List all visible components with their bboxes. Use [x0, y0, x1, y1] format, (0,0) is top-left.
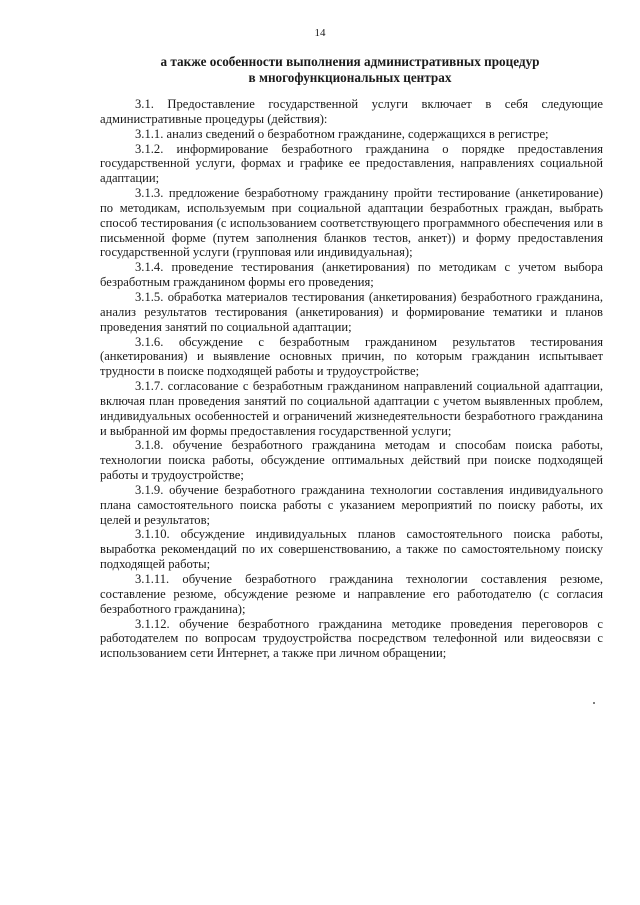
- section-heading-line-1: а также особенности выполнения административных процедур: [160, 54, 540, 69]
- paragraph-3-1-6: 3.1.6. обсуждение с безработным гражданином результатов тестирования (анкетирования) и выявление основных причин, по которым гражданин испытывает трудности в поиске подходящей работы и трудоустройстве;: [100, 334, 603, 379]
- document-body: [100, 97, 603, 661]
- paragraph-3-1-12: 3.1.12. обучение безработного гражданина методике проведения переговоров с работодателем по вопросам трудоустройства посредством телефонной или видеосвязи с использованием сети Интернет, а также при личном обращении;: [100, 616, 603, 661]
- paragraph-3-1-9: 3.1.9. обучение безработного гражданина технологии составления индивидуального плана самостоятельного поиска работы с указанием мероприятий по поиску работы, их целей и результатов;: [100, 482, 603, 527]
- paragraph-3-1-11: 3.1.11. обучение безработного гражданина технологии составления резюме, составление резюме, обсуждение резюме и направление его работодателю (с согласия безработного гражданина);: [100, 572, 603, 616]
- page-number: 14: [314, 27, 326, 39]
- scan-dot-mark: [593, 702, 595, 704]
- paragraph-3-1-2: 3.1.2. информирование безработного гражданина о порядке предоставления государственной услуги, формах и графике ее предоставления, направлениях социальной адаптации;: [100, 141, 603, 186]
- paragraph-3-1-1: 3.1.1. анализ сведений о безработном гражданине, содержащихся в регистре;: [135, 126, 549, 141]
- paragraph-3-1-4: 3.1.4. проведение тестирования (анкетирования) по методикам с учетом выбора безработным гражданином формы его проведения;: [100, 260, 603, 290]
- section-heading: [100, 54, 600, 86]
- paragraph-3-1: 3.1. Предоставление государственной услуги включает в себя следующие административные процедуры (действия):: [100, 97, 603, 126]
- paragraph-3-1-3: 3.1.3. предложение безработному гражданину пройти тестирование (анкетирование) по методикам, используемым при социальной адаптации безработных граждан, выбрать способ тестирования (с использованием соответствующего программного обеспечения или в письменной форме (путем заполнения бланков тестов, анкет)) и форму предоставления государственной услуги (групповая или индивидуальная);: [100, 186, 603, 260]
- paragraph-3-1-10: 3.1.10. обсуждение индивидуальных планов самостоятельного поиска работы, выработка рекомендаций по их совершенствованию, а также по самостоятельному поиску подходящей работы;: [100, 527, 603, 572]
- paragraph-3-1-8: 3.1.8. обучение безработного гражданина методам и способам поиска работы, технологии поиска работы, обсуждение оптимальных действий при поиске подходящей работы и трудоустройстве;: [100, 438, 603, 483]
- paragraph-3-1-5: 3.1.5. обработка материалов тестирования (анкетирования) безработного гражданина, анализ результатов тестирования (анкетирования) и формирование тематики и планов проведения занятий по социальной адаптации;: [100, 289, 603, 334]
- section-heading-line-2: в многофункциональных центрах: [248, 70, 452, 85]
- paragraph-3-1-7: 3.1.7. согласование с безработным гражданином направлений социальной адаптации, включая план проведения занятий по социальной адаптации с учетом выявленных проблем, индивидуальных особенностей и ограничений жизнедеятельности безработного гражданина и выбранной им формы предоставления государственной услуги;: [100, 379, 603, 438]
